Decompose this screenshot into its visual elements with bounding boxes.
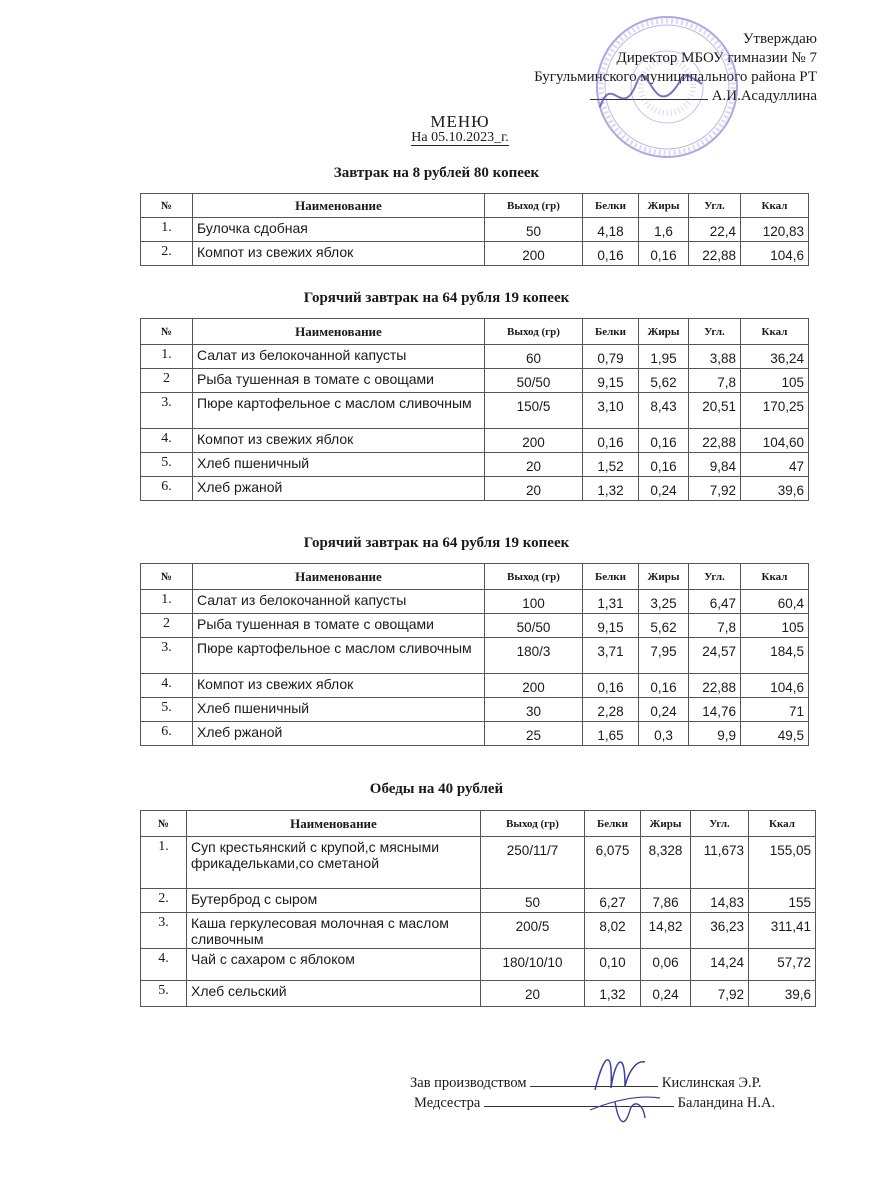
name-nurse: Баландина Н.А. [677,1095,776,1111]
dish-name: Компот из свежих яблок [193,674,485,698]
row-number: 1. [141,218,193,242]
row-number: 6. [141,477,193,501]
row-number: 3. [141,393,193,429]
dish-yield: 250/11/7 [481,837,585,889]
dish-carbs: 14,76 [689,698,741,722]
col-kcal-header: Ккал [749,811,816,837]
dish-protein: 1,32 [583,477,639,501]
approval-line-2: Директор МБОУ гимназии № 7 [616,50,817,66]
dish-name: Бутерброд с сыром [187,889,481,913]
lunch-table [140,810,816,1007]
dish-name: Хлеб сельский [187,981,481,1007]
col-kcal-header: Ккал [741,319,809,345]
col-yield-header: Выход (гр) [485,564,583,590]
dish-yield: 20 [481,981,585,1007]
dish-kcal: 104,6 [741,674,809,698]
role-production: Зав производством [410,1075,527,1091]
dish-name: Салат из белокочанной капусты [193,345,485,369]
row-number: 4. [141,429,193,453]
dish-kcal: 104,6 [741,242,809,266]
dish-name: Хлеб пшеничный [193,453,485,477]
breakfast-table [140,193,809,266]
dish-protein: 4,18 [583,218,639,242]
dish-kcal: 170,25 [741,393,809,429]
role-nurse: Медсестра [414,1095,481,1111]
dish-fat: 5,62 [639,369,689,393]
dish-carbs: 22,4 [689,218,741,242]
col-name-header: Наименование [193,564,485,590]
dish-fat: 0,24 [639,477,689,501]
name-production: Кислинская Э.Р. [661,1075,762,1091]
dish-kcal: 71 [741,698,809,722]
dish-kcal: 105 [741,369,809,393]
dish-fat: 0,24 [641,981,691,1007]
dish-kcal: 36,24 [741,345,809,369]
dish-protein: 1,31 [583,590,639,614]
col-protein-header: Белки [583,319,639,345]
dish-name: Хлеб ржаной [193,722,485,746]
table-row [141,393,809,429]
dish-fat: 0,24 [639,698,689,722]
dish-fat: 7,95 [639,638,689,674]
dish-protein: 8,02 [585,913,641,949]
section-title-lunch: Обеды на 40 рублей [369,781,504,797]
section-title-hot-breakfast-2: Горячий завтрак на 64 рубля 19 копеек [303,535,570,551]
dish-kcal: 60,4 [741,590,809,614]
dish-fat: 8,328 [641,837,691,889]
col-num-header: № [141,564,193,590]
section-title-hot-breakfast-1: Горячий завтрак на 64 рубля 19 копеек [303,290,570,306]
approval-line-3: Бугульминского муниципального района РТ [534,69,817,85]
col-protein-header: Белки [583,194,639,218]
hot-breakfast-table-2 [140,563,809,746]
col-carbs-header: Угл. [689,319,741,345]
table-row [141,477,809,501]
row-number: 5. [141,981,187,1007]
dish-yield: 30 [485,698,583,722]
director-name: А.И.Асадуллина [711,88,817,104]
dish-fat: 8,43 [639,393,689,429]
dish-name: Пюре картофельное с маслом сливочным [193,638,485,674]
dish-yield: 100 [485,590,583,614]
dish-name: Суп крестьянский с крупой,с мясными фрикадельками,со сметаной [187,837,481,889]
dish-fat: 0,06 [641,949,691,981]
dish-fat: 0,16 [639,674,689,698]
dish-protein: 9,15 [583,614,639,638]
dish-carbs: 22,88 [689,429,741,453]
col-fat-header: Жиры [641,811,691,837]
dish-kcal: 120,83 [741,218,809,242]
dish-fat: 5,62 [639,614,689,638]
dish-protein: 1,32 [585,981,641,1007]
row-number: 3. [141,638,193,674]
dish-carbs: 9,9 [689,722,741,746]
col-num-header: № [141,811,187,837]
dish-yield: 50/50 [485,369,583,393]
dish-carbs: 7,8 [689,614,741,638]
dish-carbs: 7,92 [691,981,749,1007]
dish-protein: 0,16 [583,429,639,453]
col-name-header: Наименование [193,194,485,218]
col-protein-header: Белки [585,811,641,837]
dish-yield: 180/10/10 [481,949,585,981]
table-row [141,698,809,722]
row-number: 1. [141,590,193,614]
seal-stamp-icon [592,12,742,162]
table-row [141,218,809,242]
col-yield-header: Выход (гр) [485,194,583,218]
dish-protein: 3,71 [583,638,639,674]
table-row [141,674,809,698]
table-row [141,913,816,949]
table-row [141,369,809,393]
dish-carbs: 7,92 [689,477,741,501]
dish-name: Каша геркулесовая молочная с маслом сливочным [187,913,481,949]
dish-carbs: 22,88 [689,674,741,698]
row-number: 2 [141,614,193,638]
dish-carbs: 7,8 [689,369,741,393]
col-kcal-header: Ккал [741,194,809,218]
dish-kcal: 39,6 [741,477,809,501]
col-fat-header: Жиры [639,564,689,590]
row-number: 4. [141,949,187,981]
approval-line-1: Утверждаю [742,31,817,47]
dish-fat: 1,95 [639,345,689,369]
dish-kcal: 155,05 [749,837,816,889]
dish-protein: 1,65 [583,722,639,746]
dish-kcal: 311,41 [749,913,816,949]
dish-kcal: 104,60 [741,429,809,453]
dish-name: Салат из белокочанной капусты [193,590,485,614]
row-number: 5. [141,698,193,722]
dish-fat: 0,16 [639,242,689,266]
row-number: 4. [141,674,193,698]
dish-yield: 180/3 [485,638,583,674]
dish-carbs: 22,88 [689,242,741,266]
dish-kcal: 105 [741,614,809,638]
dish-name: Компот из свежих яблок [193,242,485,266]
dish-protein: 0,16 [583,242,639,266]
dish-carbs: 36,23 [691,913,749,949]
dish-carbs: 6,47 [689,590,741,614]
menu-date [360,130,560,146]
dish-carbs: 14,83 [691,889,749,913]
col-carbs-header: Угл. [691,811,749,837]
dish-kcal: 57,72 [749,949,816,981]
dish-protein: 6,27 [585,889,641,913]
dish-fat: 0,16 [639,429,689,453]
table-row [141,242,809,266]
row-number: 3. [141,913,187,949]
col-carbs-header: Угл. [689,564,741,590]
dish-kcal: 49,5 [741,722,809,746]
row-number: 2. [141,242,193,266]
col-yield-header: Выход (гр) [485,319,583,345]
dish-yield: 60 [485,345,583,369]
dish-carbs: 3,88 [689,345,741,369]
hot-breakfast-table-1 [140,318,809,501]
col-fat-header: Жиры [639,319,689,345]
dish-carbs: 24,57 [689,638,741,674]
row-number: 1. [141,837,187,889]
dish-kcal: 39,6 [749,981,816,1007]
table-row [141,981,816,1007]
col-protein-header: Белки [583,564,639,590]
table-row [141,837,816,889]
dish-carbs: 11,673 [691,837,749,889]
dish-yield: 200 [485,674,583,698]
dish-name: Компот из свежих яблок [193,429,485,453]
dish-protein: 3,10 [583,393,639,429]
table-row [141,429,809,453]
table-row [141,590,809,614]
dish-name: Чай с сахаром с яблоком [187,949,481,981]
dish-protein: 0,10 [585,949,641,981]
dish-carbs: 9,84 [689,453,741,477]
dish-yield: 200 [485,429,583,453]
dish-name: Булочка сдобная [193,218,485,242]
menu-date-text: На 05.10.2023_г. [411,130,509,145]
dish-fat: 14,82 [641,913,691,949]
table-row [141,638,809,674]
row-number: 1. [141,345,193,369]
row-number: 5. [141,453,193,477]
dish-kcal: 155 [749,889,816,913]
col-num-header: № [141,194,193,218]
dish-protein: 0,16 [583,674,639,698]
col-name-header: Наименование [193,319,485,345]
row-number: 2. [141,889,187,913]
col-fat-header: Жиры [639,194,689,218]
dish-yield: 200/5 [481,913,585,949]
dish-yield: 20 [485,477,583,501]
col-carbs-header: Угл. [689,194,741,218]
dish-yield: 50 [485,218,583,242]
dish-fat: 1,6 [639,218,689,242]
dish-yield: 20 [485,453,583,477]
section-title-breakfast: Завтрак на 8 рублей 80 копеек [333,165,540,181]
dish-name: Рыба тушенная в томате с овощами [193,369,485,393]
dish-yield: 50 [481,889,585,913]
dish-fat: 3,25 [639,590,689,614]
dish-yield: 25 [485,722,583,746]
dish-protein: 0,79 [583,345,639,369]
dish-protein: 9,15 [583,369,639,393]
table-row [141,722,809,746]
dish-fat: 7,86 [641,889,691,913]
menu-title: МЕНЮ [430,112,490,131]
dish-kcal: 184,5 [741,638,809,674]
table-row [141,614,809,638]
col-kcal-header: Ккал [741,564,809,590]
table-row [141,889,816,913]
dish-fat: 0,16 [639,453,689,477]
row-number: 6. [141,722,193,746]
dish-kcal: 47 [741,453,809,477]
table-row [141,453,809,477]
dish-carbs: 20,51 [689,393,741,429]
table-row [141,949,816,981]
col-num-header: № [141,319,193,345]
dish-carbs: 14,24 [691,949,749,981]
dish-name: Рыба тушенная в томате с овощами [193,614,485,638]
dish-fat: 0,3 [639,722,689,746]
dish-yield: 150/5 [485,393,583,429]
dish-protein: 6,075 [585,837,641,889]
table-row [141,345,809,369]
row-number: 2 [141,369,193,393]
dish-protein: 1,52 [583,453,639,477]
col-yield-header: Выход (гр) [481,811,585,837]
dish-yield: 50/50 [485,614,583,638]
dish-protein: 2,28 [583,698,639,722]
dish-name: Хлеб ржаной [193,477,485,501]
dish-yield: 200 [485,242,583,266]
dish-name: Пюре картофельное с маслом сливочным [193,393,485,429]
col-name-header: Наименование [187,811,481,837]
dish-name: Хлеб пшеничный [193,698,485,722]
signature-icon [585,1040,665,1130]
